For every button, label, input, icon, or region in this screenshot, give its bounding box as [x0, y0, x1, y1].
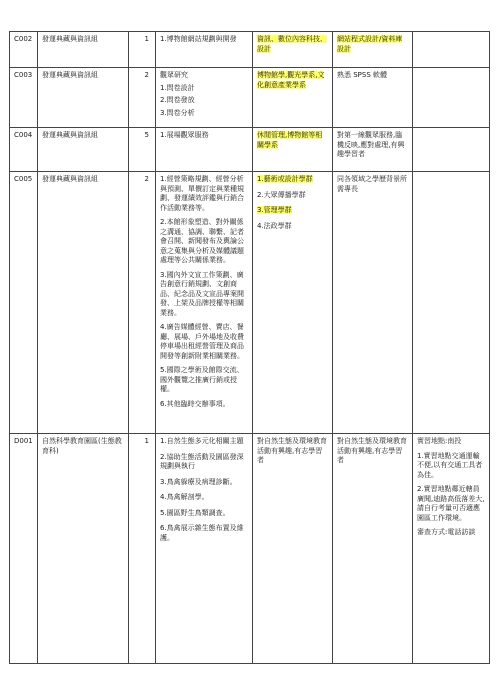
task-item: 2.問卷發放 [160, 96, 195, 104]
depts-cell [253, 128, 333, 172]
task-item: 4.廣告媒體經營、賣店、餐廳、展場、戶外場地及收費停車場出租經營管理及商品開發等創新附業相關業務。 [160, 323, 244, 360]
dept-item: 對自然生態及環境教育活動有興趣,有志學習者 [257, 437, 327, 464]
depts-cell [253, 172, 333, 434]
code-cell: C005 [10, 172, 38, 434]
tasks-cell [156, 32, 253, 68]
note-item: 實習地點:南投 [417, 437, 462, 445]
dept-item: 博物館學,觀光學系,文化創意產業學系 [257, 71, 325, 89]
dept-item: 4.法政學群 [257, 221, 292, 230]
count-cell: 5 [129, 128, 156, 172]
task-item: 6.其他臨時交辦事項。 [160, 399, 230, 408]
skills-cell [333, 172, 413, 434]
skill-item: 同各領域之學歷背景所需專長 [337, 175, 407, 193]
count-cell: 1 [129, 434, 156, 664]
skills-cell [333, 128, 413, 172]
table-row [10, 172, 490, 434]
category-cell: 發運典藏與資訊組 [38, 32, 129, 68]
task-item: 1.博物館網站規劃與開發 [160, 35, 237, 43]
tasks-cell [156, 68, 253, 128]
task-item: 6.鳥禽展示雜生態布置及維護。 [160, 524, 244, 542]
category-cell: 自然科學教育園區(生態教育科) [38, 434, 129, 664]
notes-cell [413, 128, 490, 172]
depts-cell [253, 68, 333, 128]
task-item: 2.協助生態活動及園區發深規劃與執行 [160, 452, 244, 470]
task-item: 1.經營策略規劃、經營分析與預測、單價訂定與業種規劃、發運績效評鑑與行銷合作活動業務等。 [160, 175, 244, 212]
count-cell: 1 [129, 32, 156, 68]
category-cell: 發運典藏與資訊組 [38, 172, 129, 434]
notes-cell [413, 172, 490, 434]
task-item: 1.問卷設計 [160, 83, 195, 92]
code-cell: C002 [10, 32, 38, 68]
note-item: 2.實習地點鄰近轄員廣聞,迪路高低落差大,請自行考量可否適應園區工作環境。 [417, 485, 485, 522]
skill-item: 熟悉 SPSS 軟體 [337, 71, 388, 79]
task-item: 2.本館形象塑造、對外關係之溝通、協調、聯繫、記者會召開、新聞發布及輿論公意之蒐集與分析及媒體議題處理等公共關係業務。 [160, 218, 244, 264]
task-item: 觀眾研究 [160, 71, 188, 79]
skill-item: 網站程式設計/資料庫設計 [337, 35, 403, 53]
note-item: 1.實習地點交通運輸不便,以有交通工具者為佳。 [417, 451, 483, 479]
internship-table [9, 31, 490, 664]
task-item: 5.園區野生鳥類調查。 [160, 508, 230, 517]
dept-item: 資訊、數位內容科技、設計 [257, 35, 327, 53]
task-item: 1.自然生態多元化相關主題 [160, 437, 244, 445]
code-cell: D001 [10, 434, 38, 664]
task-item: 3.鳥禽躲療及病理診斷。 [160, 477, 237, 486]
skill-item: 對自然生態及環境教育活動有興趣,有志學習者 [337, 437, 407, 464]
note-item: 審查方式:電話訪談 [417, 528, 476, 536]
category-cell: 發運典藏與資訊組 [38, 128, 129, 172]
dept-item: 休閒管理,博物館等相關學系 [257, 131, 323, 149]
skills-cell [333, 434, 413, 664]
skill-item: 對第一線觀眾服務,臨機反映,應對處理,有興趣學習者 [337, 131, 405, 158]
depts-cell [253, 434, 333, 664]
task-item: 3.問卷分析 [160, 108, 195, 117]
task-item: 5.國際之學術及館際交流、國外觀覽之推廣行銷或授權。 [160, 366, 244, 393]
category-cell: 發運典藏與資訊組 [38, 68, 129, 128]
skills-cell [333, 32, 413, 68]
notes-cell [413, 434, 490, 664]
dept-item: 3.管理學群 [257, 206, 292, 214]
tasks-cell [156, 172, 253, 434]
dept-item: 2.大眾傳播學群 [257, 190, 306, 199]
table-row [10, 68, 490, 128]
depts-cell [253, 32, 333, 68]
notes-cell [413, 32, 490, 68]
count-cell: 2 [129, 172, 156, 434]
table-row [10, 32, 490, 68]
task-item: 1.展場觀眾服務 [160, 131, 209, 139]
tasks-cell [156, 434, 253, 664]
tasks-cell [156, 128, 253, 172]
task-item: 4.鳥禽解剖學。 [160, 493, 209, 501]
code-cell: C003 [10, 68, 38, 128]
code-cell: C004 [10, 128, 38, 172]
count-cell: 2 [129, 68, 156, 128]
table-row [10, 434, 490, 664]
skills-cell [333, 68, 413, 128]
dept-item: 1.藝術或設計學群 [257, 175, 313, 183]
task-item: 3.國內外文宣工作策劃、廣告創意行銷規劃、文創商品、紀念品及文宣品專案開發、上架及品牌授權等相關業務。 [160, 270, 244, 317]
table-row [10, 128, 490, 172]
notes-cell [413, 68, 490, 128]
